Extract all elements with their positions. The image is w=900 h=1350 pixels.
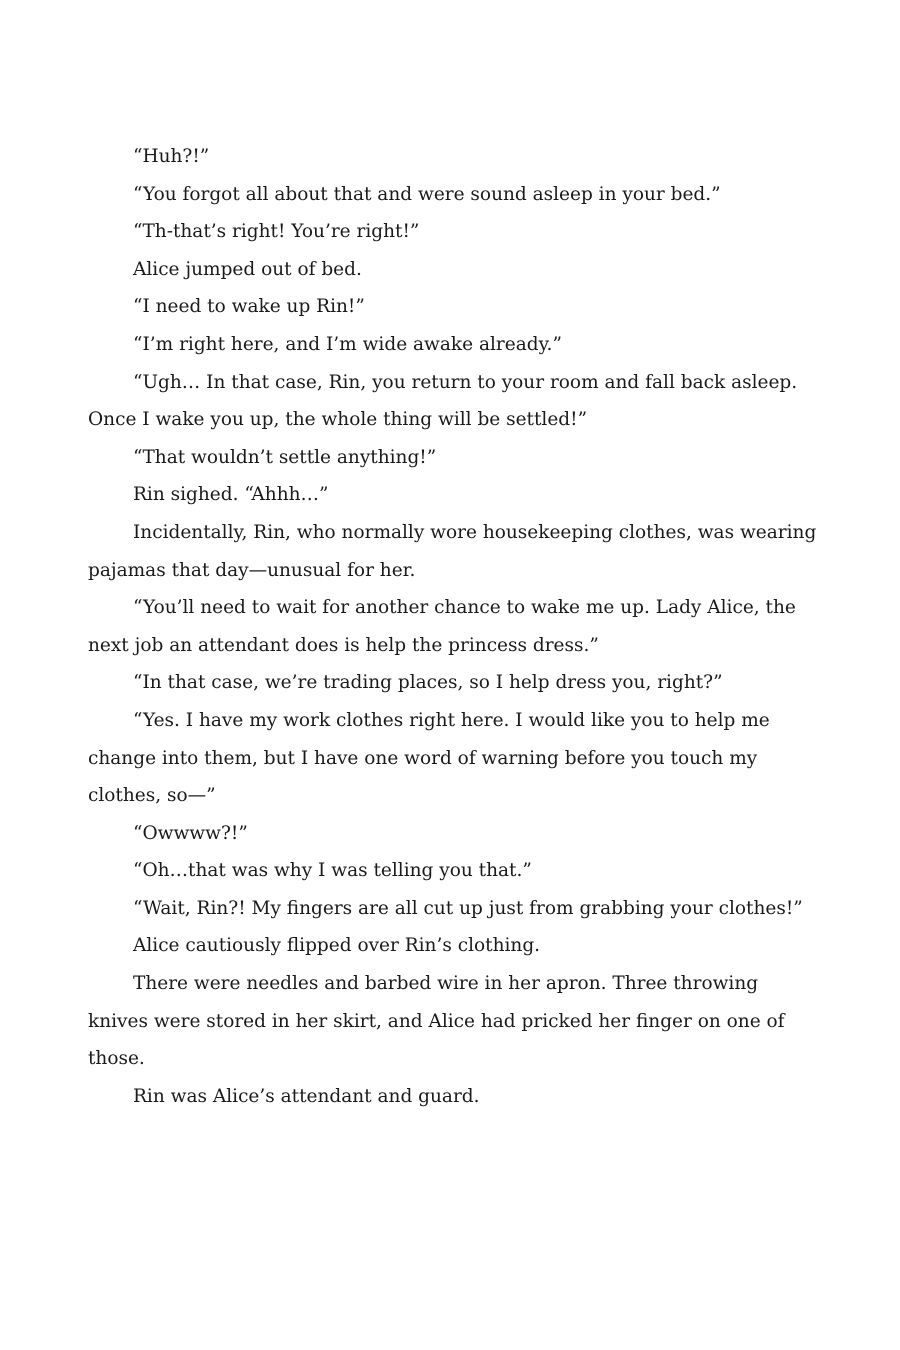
paragraph: “Oh…that was why I was telling you that.” [133, 860, 532, 882]
paragraph: “You’ll need to wait for another chance to wake me up. Lady Alice, the next job an attendant does is help the princess dress.” [88, 597, 796, 656]
paragraph: “You forgot all about that and were sound asleep in your bed.” [133, 183, 721, 205]
paragraph: Alice jumped out of bed. [133, 258, 362, 280]
paragraph: “That wouldn’t settle anything!” [133, 446, 437, 468]
paragraph: “Huh?!” [133, 146, 210, 167]
paragraph: Alice cautiously flipped over Rin’s clothing. [133, 935, 541, 957]
paragraph: “Owwww?!” [133, 822, 248, 844]
paragraph: “I need to wake up Rin!” [133, 296, 365, 318]
paragraph: There were needles and barbed wire in her apron. Three throwing knives were stored in her skirt, and Alice had pricked her finger on one of those. [88, 973, 785, 1070]
paragraph: “Yes. I have my work clothes right here. I would like you to help me change into them, but I have one word of warning before you touch my clothes, so—” [88, 709, 770, 807]
paragraph: Rin was Alice’s attendant and guard. [133, 1085, 480, 1107]
paragraph: “In that case, we’re trading places, so I help dress you, right?” [133, 672, 723, 694]
paragraph: Rin sighed. “Ahhh…” [133, 484, 329, 506]
book-page [88, 138, 818, 1115]
paragraph: “I’m right here, and I’m wide awake already.” [133, 333, 562, 355]
paragraph: “Wait, Rin?! My fingers are all cut up just from grabbing your clothes!” [133, 897, 803, 919]
paragraph: “Th-that’s right! You’re right!” [133, 221, 420, 243]
paragraph: Incidentally, Rin, who normally wore housekeeping clothes, was wearing pajamas that day—unusual for her. [88, 521, 817, 581]
paragraph: “Ugh… In that case, Rin, you return to your room and fall back asleep. Once I wake you up, the whole thing will be settled!” [88, 371, 798, 431]
